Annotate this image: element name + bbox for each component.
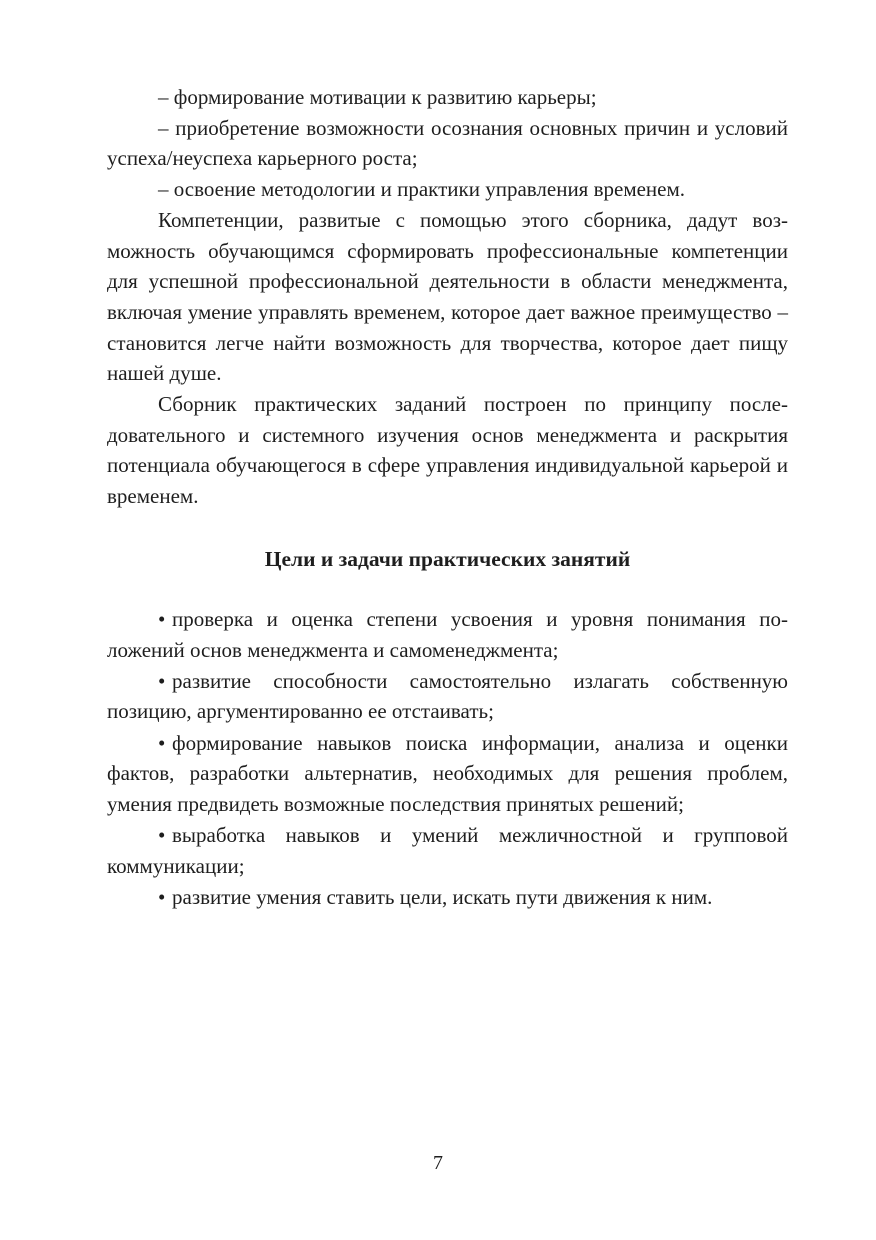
bullet-icon: • [158,606,166,631]
page-number: 7 [433,1152,443,1174]
goal-text: развитие способности самостоятельно излагать собственную позицию, аргументированно ее отстаивать; [107,668,788,724]
goal-text: выработка навыков и умений межличностной и групповой коммуникации; [107,823,788,878]
bullet-icon: • [158,823,166,848]
goal-text: развитие умения ставить цели, искать пути движения к ним. [172,885,713,910]
goal-item-communication [107,820,788,881]
paragraph-collection-structure: Сборник практических заданий построен по принципу последовательного и системного изучения основ менеджмента и раскрытия потенциала обучающегося в сфере управления индивидуальной карьерой и временем. [107,392,788,509]
goals-list [107,604,788,913]
goal-item-information-skills [107,728,788,820]
bullet-icon: • [158,668,166,693]
intro-item-awareness: – приобретение возможности осознания основных причин и условий успеха/неуспеха карьерного роста; [107,115,788,171]
intro-item-time-management: – освоение методологии и практики управления временем. [158,177,686,202]
intro-item-motivation: – формирование мотивации к развитию карьеры; [158,85,597,109]
goal-item-goal-setting [107,882,788,913]
goal-item-position [107,666,788,727]
bullet-icon: • [158,885,166,910]
page-body [107,82,788,913]
goal-item-assessment [107,604,788,665]
bullet-icon: • [158,730,166,755]
section-heading: Цели и задачи практических занятий [264,546,631,571]
paragraph-competencies: Компетенции, развитые с помощью этого сборника, дадут возможность обучающимся сформировать профессиональные компетенции для успешной профессиональной деятельности в области менеджмента, включая умение управлять временем, которое дает важное преимущество – становится легче найти возможность для творчества, которое дает пищу нашей душе. [107,207,788,386]
goal-text: формирование навыков поиска информации, анализа и оценки фактов, разработки альтернатив, необходимых для решения проблем, умения предвидеть возможные последствия принятых решений; [107,730,788,817]
goal-text: проверка и оценка степени усвоения и уровня понимания положений основ менеджмента и самоменеджмента; [107,606,788,662]
